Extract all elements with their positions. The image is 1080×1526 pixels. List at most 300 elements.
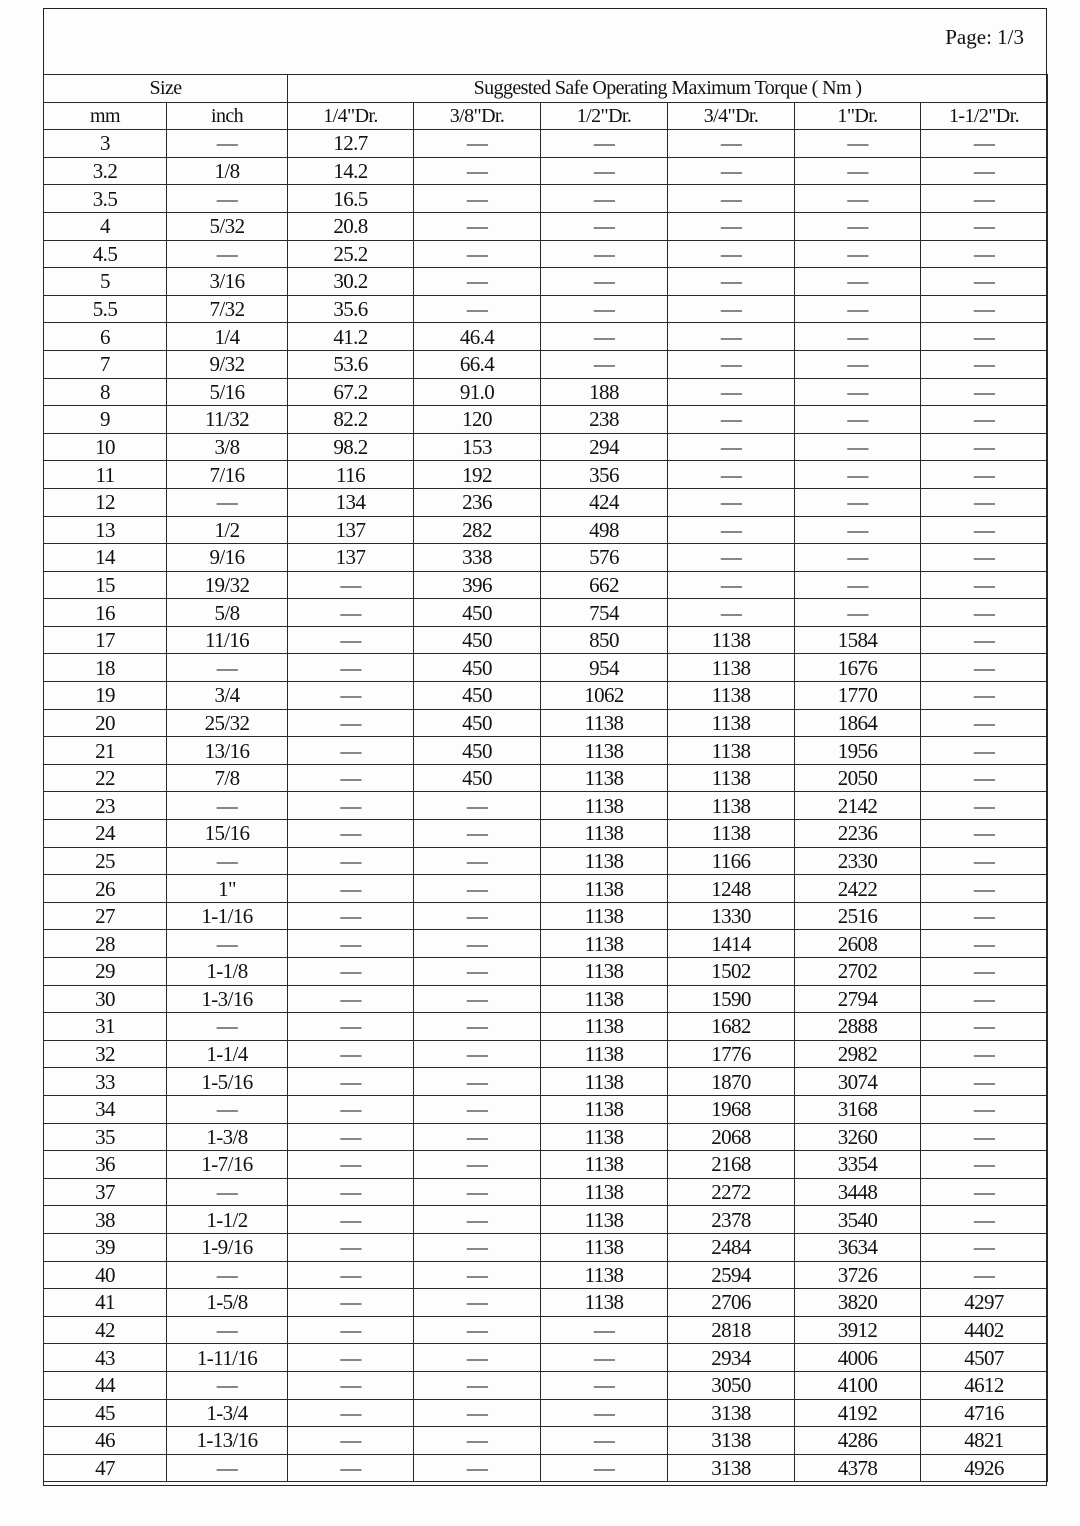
table-cell: — [795, 599, 921, 627]
table-cell: 25 [44, 847, 167, 875]
table-cell: — [414, 792, 541, 820]
table-cell: — [288, 709, 414, 737]
table-cell: 19 [44, 682, 167, 710]
table-row [44, 461, 1048, 489]
page-number: Page: 1/3 [945, 25, 1024, 49]
table-cell: — [921, 212, 1048, 240]
table-cell: — [414, 1261, 541, 1289]
table-cell: 42 [44, 1316, 167, 1344]
table-cell: 31 [44, 1013, 167, 1041]
table-cell: — [167, 1013, 288, 1041]
table-cell: 954 [541, 654, 668, 682]
table-cell: 450 [414, 654, 541, 682]
table-cell: — [795, 461, 921, 489]
table-cell: 294 [541, 433, 668, 461]
table-cell: 7/8 [167, 764, 288, 792]
table-cell: 1864 [795, 709, 921, 737]
table-cell: — [288, 1013, 414, 1041]
table-cell: 1138 [541, 1013, 668, 1041]
table-cell: — [288, 1261, 414, 1289]
table-cell: — [921, 737, 1048, 765]
table-cell: 9/32 [167, 350, 288, 378]
table-body [44, 130, 1048, 1482]
table-cell: 1138 [541, 737, 668, 765]
table-cell: — [795, 268, 921, 296]
table-cell: 1870 [668, 1068, 795, 1096]
table-cell: 4507 [921, 1344, 1048, 1372]
table-row [44, 1013, 1048, 1041]
table-cell: 1138 [541, 875, 668, 903]
table-cell: — [414, 130, 541, 158]
table-cell: — [541, 1316, 668, 1344]
table-cell: 7/16 [167, 461, 288, 489]
table-cell: — [414, 1371, 541, 1399]
table-cell: — [288, 737, 414, 765]
table-cell: 45 [44, 1399, 167, 1427]
table-cell: 3.2 [44, 157, 167, 185]
table-cell: — [414, 1454, 541, 1482]
table-cell: — [414, 1151, 541, 1179]
table-cell: — [288, 792, 414, 820]
table-cell: — [414, 820, 541, 848]
table-cell: 1-13/16 [167, 1427, 288, 1455]
table-cell: — [921, 1040, 1048, 1068]
table-row [44, 792, 1048, 820]
table-cell: 39 [44, 1233, 167, 1261]
table-cell: — [921, 902, 1048, 930]
table-cell: 1-5/16 [167, 1068, 288, 1096]
table-cell: 1584 [795, 626, 921, 654]
table-cell: — [167, 792, 288, 820]
table-cell: 1682 [668, 1013, 795, 1041]
column-header-row [44, 102, 1048, 130]
table-cell: 1138 [541, 1261, 668, 1289]
table-row [44, 1344, 1048, 1372]
table-cell: 1414 [668, 930, 795, 958]
table-cell: — [167, 930, 288, 958]
table-cell: 1138 [668, 654, 795, 682]
table-cell: — [414, 1068, 541, 1096]
table-cell: 41.2 [288, 323, 414, 351]
table-cell: 1138 [668, 792, 795, 820]
table-cell: 1138 [541, 792, 668, 820]
table-cell: — [795, 544, 921, 572]
table-cell: 1776 [668, 1040, 795, 1068]
table-cell: 1138 [541, 847, 668, 875]
table-cell: 1166 [668, 847, 795, 875]
table-cell: 137 [288, 544, 414, 572]
table-cell: — [541, 157, 668, 185]
table-cell: 153 [414, 433, 541, 461]
table-cell: — [167, 185, 288, 213]
table-cell: — [921, 764, 1048, 792]
table-row [44, 1233, 1048, 1261]
table-cell: — [541, 350, 668, 378]
table-cell: — [921, 985, 1048, 1013]
table-cell: — [288, 1289, 414, 1317]
table-cell: 7/32 [167, 295, 288, 323]
column-header-half-drive: 1/2"Dr. [541, 102, 668, 130]
table-cell: 21 [44, 737, 167, 765]
table-cell: — [921, 626, 1048, 654]
table-row [44, 764, 1048, 792]
table-cell: 2982 [795, 1040, 921, 1068]
table-cell: 2934 [668, 1344, 795, 1372]
table-cell: — [795, 212, 921, 240]
table-cell: — [921, 488, 1048, 516]
table-cell: — [288, 1040, 414, 1068]
table-cell: 1138 [541, 764, 668, 792]
table-cell: 1138 [541, 930, 668, 958]
table-cell: — [167, 130, 288, 158]
table-cell: 66.4 [414, 350, 541, 378]
table-cell: 4006 [795, 1344, 921, 1372]
table-cell: 1770 [795, 682, 921, 710]
table-cell: 12.7 [288, 130, 414, 158]
table-cell: 1956 [795, 737, 921, 765]
table-cell: — [921, 240, 1048, 268]
table-cell: 1968 [668, 1095, 795, 1123]
table-cell: 2794 [795, 985, 921, 1013]
table-cell: — [414, 1123, 541, 1151]
table-cell: 3074 [795, 1068, 921, 1096]
table-cell: 338 [414, 544, 541, 572]
table-cell: 1138 [541, 820, 668, 848]
table-cell: 3138 [668, 1399, 795, 1427]
table-row [44, 544, 1048, 572]
table-cell: 26 [44, 875, 167, 903]
table-cell: 12 [44, 488, 167, 516]
table-cell: 2272 [668, 1178, 795, 1206]
document-sheet [43, 8, 1047, 1486]
table-row [44, 1206, 1048, 1234]
table-cell: 33 [44, 1068, 167, 1096]
table-cell: — [795, 130, 921, 158]
table-cell: 40 [44, 1261, 167, 1289]
torque-table [43, 74, 1048, 1482]
table-cell: 1062 [541, 682, 668, 710]
table-cell: 1138 [668, 764, 795, 792]
table-cell: 120 [414, 406, 541, 434]
table-cell: — [414, 1289, 541, 1317]
table-cell: — [541, 1371, 668, 1399]
table-cell: 2594 [668, 1261, 795, 1289]
table-row [44, 130, 1048, 158]
table-cell: — [288, 682, 414, 710]
table-cell: — [288, 1399, 414, 1427]
table-cell: — [795, 185, 921, 213]
table-cell: 1138 [541, 1095, 668, 1123]
table-cell: 3820 [795, 1289, 921, 1317]
table-cell: 35 [44, 1123, 167, 1151]
table-cell: — [541, 295, 668, 323]
table-cell: — [921, 958, 1048, 986]
table-row [44, 737, 1048, 765]
table-cell: 3/4 [167, 682, 288, 710]
table-cell: 1138 [541, 1123, 668, 1151]
table-cell: 2608 [795, 930, 921, 958]
table-cell: — [167, 1371, 288, 1399]
table-cell: 1138 [541, 1151, 668, 1179]
table-cell: 134 [288, 488, 414, 516]
table-cell: 2422 [795, 875, 921, 903]
table-cell: — [795, 240, 921, 268]
table-cell: — [668, 461, 795, 489]
table-row [44, 323, 1048, 351]
table-row [44, 268, 1048, 296]
table-cell: 38 [44, 1206, 167, 1234]
column-header-three-eighths-drive: 3/8"Dr. [414, 102, 541, 130]
table-cell: 450 [414, 709, 541, 737]
table-cell: 1138 [668, 626, 795, 654]
table-cell: 1-1/2 [167, 1206, 288, 1234]
table-cell: — [921, 406, 1048, 434]
table-cell: — [414, 157, 541, 185]
table-cell: — [288, 1068, 414, 1096]
table-cell: — [921, 571, 1048, 599]
table-cell: 4192 [795, 1399, 921, 1427]
table-cell: 14.2 [288, 157, 414, 185]
table-cell: 3540 [795, 1206, 921, 1234]
table-cell: 9 [44, 406, 167, 434]
torque-group-header: Suggested Safe Operating Maximum Torque ( Nm ) [288, 75, 1048, 103]
table-cell: 1-5/8 [167, 1289, 288, 1317]
table-cell: 188 [541, 378, 668, 406]
table-row [44, 1095, 1048, 1123]
table-cell: — [288, 875, 414, 903]
table-cell: 11/16 [167, 626, 288, 654]
table-cell: 1-3/16 [167, 985, 288, 1013]
table-cell: 3260 [795, 1123, 921, 1151]
table-cell: — [414, 1399, 541, 1427]
table-cell: 1-9/16 [167, 1233, 288, 1261]
table-cell: 450 [414, 682, 541, 710]
table-cell: — [668, 544, 795, 572]
table-cell: — [921, 1261, 1048, 1289]
table-cell: 29 [44, 958, 167, 986]
table-cell: — [541, 268, 668, 296]
table-row [44, 1454, 1048, 1482]
table-cell: 1138 [668, 820, 795, 848]
table-cell: 5/8 [167, 599, 288, 627]
table-cell: — [668, 185, 795, 213]
table-cell: 2050 [795, 764, 921, 792]
table-cell: — [288, 1371, 414, 1399]
table-cell: 1-7/16 [167, 1151, 288, 1179]
table-cell: 356 [541, 461, 668, 489]
table-cell: — [795, 378, 921, 406]
table-cell: — [795, 157, 921, 185]
table-cell: — [288, 1233, 414, 1261]
table-cell: 16.5 [288, 185, 414, 213]
table-row [44, 958, 1048, 986]
table-cell: 238 [541, 406, 668, 434]
table-cell: 11 [44, 461, 167, 489]
table-row [44, 626, 1048, 654]
table-cell: 3138 [668, 1454, 795, 1482]
table-cell: 4612 [921, 1371, 1048, 1399]
table-row [44, 1151, 1048, 1179]
table-row [44, 185, 1048, 213]
table-cell: — [414, 875, 541, 903]
table-cell: — [541, 130, 668, 158]
table-row [44, 378, 1048, 406]
table-cell: 36 [44, 1151, 167, 1179]
table-cell: — [921, 544, 1048, 572]
table-cell: 662 [541, 571, 668, 599]
table-cell: — [795, 323, 921, 351]
table-cell: 1138 [541, 958, 668, 986]
table-cell: — [288, 654, 414, 682]
table-cell: — [921, 516, 1048, 544]
table-row [44, 1123, 1048, 1151]
table-cell: — [167, 1454, 288, 1482]
table-cell: 2068 [668, 1123, 795, 1151]
table-cell: 3.5 [44, 185, 167, 213]
table-cell: — [668, 406, 795, 434]
table-cell: 4.5 [44, 240, 167, 268]
table-cell: 754 [541, 599, 668, 627]
table-cell: — [921, 1013, 1048, 1041]
table-cell: — [541, 1344, 668, 1372]
table-cell: — [541, 185, 668, 213]
table-cell: — [167, 847, 288, 875]
table-cell: 1/4 [167, 323, 288, 351]
table-cell: — [414, 1206, 541, 1234]
table-cell: 396 [414, 571, 541, 599]
table-cell: 28 [44, 930, 167, 958]
table-cell: 5/32 [167, 212, 288, 240]
table-cell: — [668, 516, 795, 544]
table-cell: — [288, 1344, 414, 1372]
table-cell: — [288, 1151, 414, 1179]
table-cell: — [795, 406, 921, 434]
table-cell: 3 [44, 130, 167, 158]
table-cell: 1138 [668, 737, 795, 765]
table-cell: — [921, 930, 1048, 958]
table-cell: — [167, 1261, 288, 1289]
table-cell: 2142 [795, 792, 921, 820]
table-cell: 20 [44, 709, 167, 737]
table-cell: — [668, 157, 795, 185]
table-cell: — [167, 240, 288, 268]
table-cell: 14 [44, 544, 167, 572]
table-cell: — [541, 323, 668, 351]
table-cell: 2702 [795, 958, 921, 986]
table-cell: — [414, 268, 541, 296]
table-cell: 2818 [668, 1316, 795, 1344]
table-row [44, 1399, 1048, 1427]
table-row [44, 1371, 1048, 1399]
table-cell: — [288, 1123, 414, 1151]
table-cell: 32 [44, 1040, 167, 1068]
table-row [44, 571, 1048, 599]
table-cell: — [921, 599, 1048, 627]
table-cell: — [414, 1013, 541, 1041]
table-cell: 2378 [668, 1206, 795, 1234]
table-row [44, 709, 1048, 737]
table-row [44, 820, 1048, 848]
table-row [44, 1289, 1048, 1317]
table-cell: — [288, 958, 414, 986]
table-cell: — [921, 792, 1048, 820]
table-cell: — [414, 902, 541, 930]
table-cell: — [288, 820, 414, 848]
table-cell: 10 [44, 433, 167, 461]
table-cell: — [414, 1427, 541, 1455]
table-row [44, 985, 1048, 1013]
table-cell: 1138 [541, 1206, 668, 1234]
table-cell: 1502 [668, 958, 795, 986]
table-cell: — [288, 1206, 414, 1234]
table-cell: 37 [44, 1178, 167, 1206]
table-cell: — [668, 571, 795, 599]
table-row [44, 847, 1048, 875]
table-cell: 44 [44, 1371, 167, 1399]
table-cell: 4926 [921, 1454, 1048, 1482]
table-cell: 6 [44, 323, 167, 351]
table-cell: — [668, 350, 795, 378]
table-cell: 4100 [795, 1371, 921, 1399]
table-cell: — [668, 130, 795, 158]
size-group-header: Size [44, 75, 288, 103]
table-cell: 24 [44, 820, 167, 848]
table-cell: — [921, 682, 1048, 710]
table-cell: 25.2 [288, 240, 414, 268]
table-row [44, 212, 1048, 240]
table-cell: — [921, 130, 1048, 158]
table-header [44, 75, 1048, 130]
table-cell: — [167, 488, 288, 516]
table-cell: 4297 [921, 1289, 1048, 1317]
table-cell: 98.2 [288, 433, 414, 461]
table-row [44, 930, 1048, 958]
table-cell: — [541, 212, 668, 240]
table-cell: — [921, 1123, 1048, 1151]
table-cell: 3912 [795, 1316, 921, 1344]
table-cell: — [921, 654, 1048, 682]
table-cell: 41 [44, 1289, 167, 1317]
table-row [44, 1178, 1048, 1206]
table-row [44, 1068, 1048, 1096]
table-cell: 1" [167, 875, 288, 903]
table-cell: 450 [414, 764, 541, 792]
table-cell: 1138 [541, 1178, 668, 1206]
table-cell: 7 [44, 350, 167, 378]
table-cell: — [795, 350, 921, 378]
table-cell: — [668, 488, 795, 516]
table-cell: — [921, 820, 1048, 848]
table-row [44, 902, 1048, 930]
table-cell: 16 [44, 599, 167, 627]
header-group-row [44, 75, 1048, 103]
table-row [44, 1040, 1048, 1068]
table-cell: — [288, 571, 414, 599]
table-cell: 498 [541, 516, 668, 544]
table-cell: 3/8 [167, 433, 288, 461]
table-cell: 3448 [795, 1178, 921, 1206]
table-cell: — [414, 930, 541, 958]
table-cell: 1248 [668, 875, 795, 903]
table-cell: 4378 [795, 1454, 921, 1482]
table-cell: 116 [288, 461, 414, 489]
table-cell: — [541, 1454, 668, 1482]
table-cell: — [921, 1178, 1048, 1206]
table-cell: — [167, 1095, 288, 1123]
table-cell: — [288, 764, 414, 792]
table-cell: — [414, 1316, 541, 1344]
table-cell: 424 [541, 488, 668, 516]
